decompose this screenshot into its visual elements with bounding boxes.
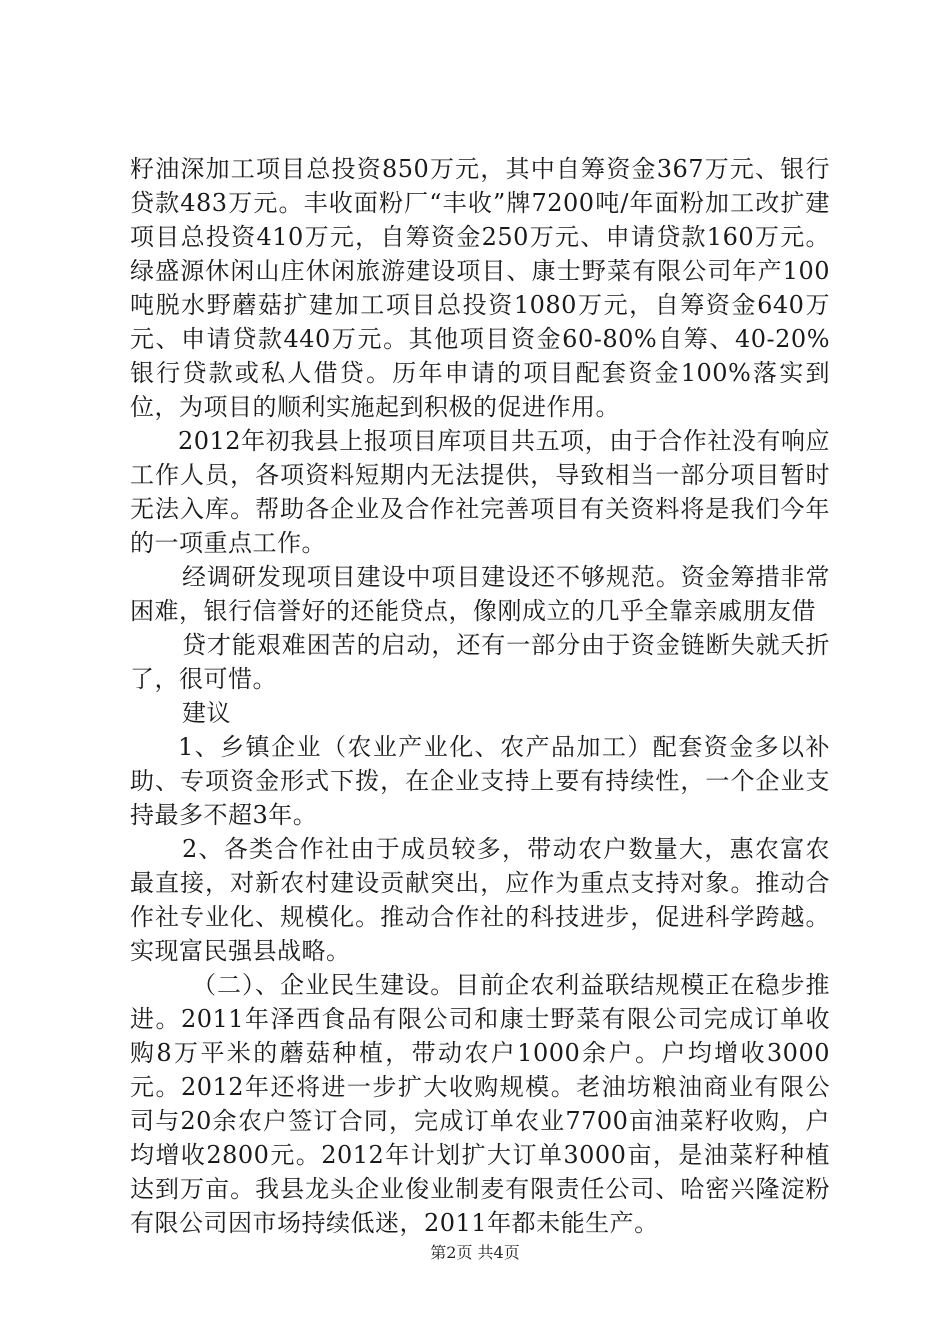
page-number-footer: 第2页 共4页 <box>430 1243 520 1262</box>
document-body <box>130 152 830 1240</box>
paragraph-research-findings: 经调研发现项目建设中项目建设还不够规范。资金筹措非常困难，银行信誉好的还能贷点，像刚成立的几乎全靠亲戚朋友借 <box>130 563 830 625</box>
paragraph-project-funding: 籽油深加工项目总投资850万元，其中自筹资金367万元、银行贷款483万元。丰收面粉厂“丰收”牌7200吨/年面粉加工改扩建项目总投资410万元，自筹资金250万元、申请贷款160万元。绿盛源休闲山庄休闲旅游建设项目、康士野菜有限公司年产100吨脱水野蘑菇扩建加工项目总投资1080万元，自筹资金640万元、申请贷款440万元。其他项目资金60-80%自筹、40-20%银行贷款或私人借贷。历年申请的项目配套资金100%落实到位，为项目的顺利实施起到积极的促进作用。 <box>130 155 830 421</box>
section-heading-suggestions: 建议 <box>182 699 231 727</box>
paragraph-project-library: 2012年初我县上报项目库项目共五项，由于合作社没有响应工作人员，各项资料短期内无法提供，导致相当一部分项目暂时无法入库。帮助各企业及合作社完善项目有关资料将是我们今年的一项重点工作。 <box>130 427 830 557</box>
suggestion-item-2: 2、各类合作社由于成员较多，带动农户数量大，惠农富农最直接，对新农村建设贡献突出，应作为重点支持对象。推动合作社专业化、规模化。推动合作社的科技进步，促进科学跨越。实现富民强县战略。 <box>130 835 830 965</box>
suggestion-item-1: 1、乡镇企业（农业产业化、农产品加工）配套资金多以补助、专项资金形式下拨，在企业支持上要有持续性，一个企业支持最多不超3年。 <box>130 733 830 829</box>
paragraph-enterprise-livelihood: （二）、企业民生建设。目前企农利益联结规模正在稳步推进。2011年泽西食品有限公司和康士野菜有限公司完成订单收购8万平米的蘑菇种植，带动农户1000余户。户均增收3000元。2012年还将进一步扩大收购规模。老油坊粮油商业有限公司与20余农户签订合同，完成订单农业7700亩油菜籽收购，户均增收2800元。2012年计划扩大订单3000亩，是油菜籽种植达到万亩。我县龙头企业俊业制麦有限责任公司、哈密兴隆淀粉有限公司因市场持续低迷，2011年都未能生产。 <box>130 971 830 1237</box>
paragraph-research-continued: 贷才能艰难困苦的启动，还有一部分由于资金链断失就夭折了，很可惜。 <box>130 631 830 693</box>
